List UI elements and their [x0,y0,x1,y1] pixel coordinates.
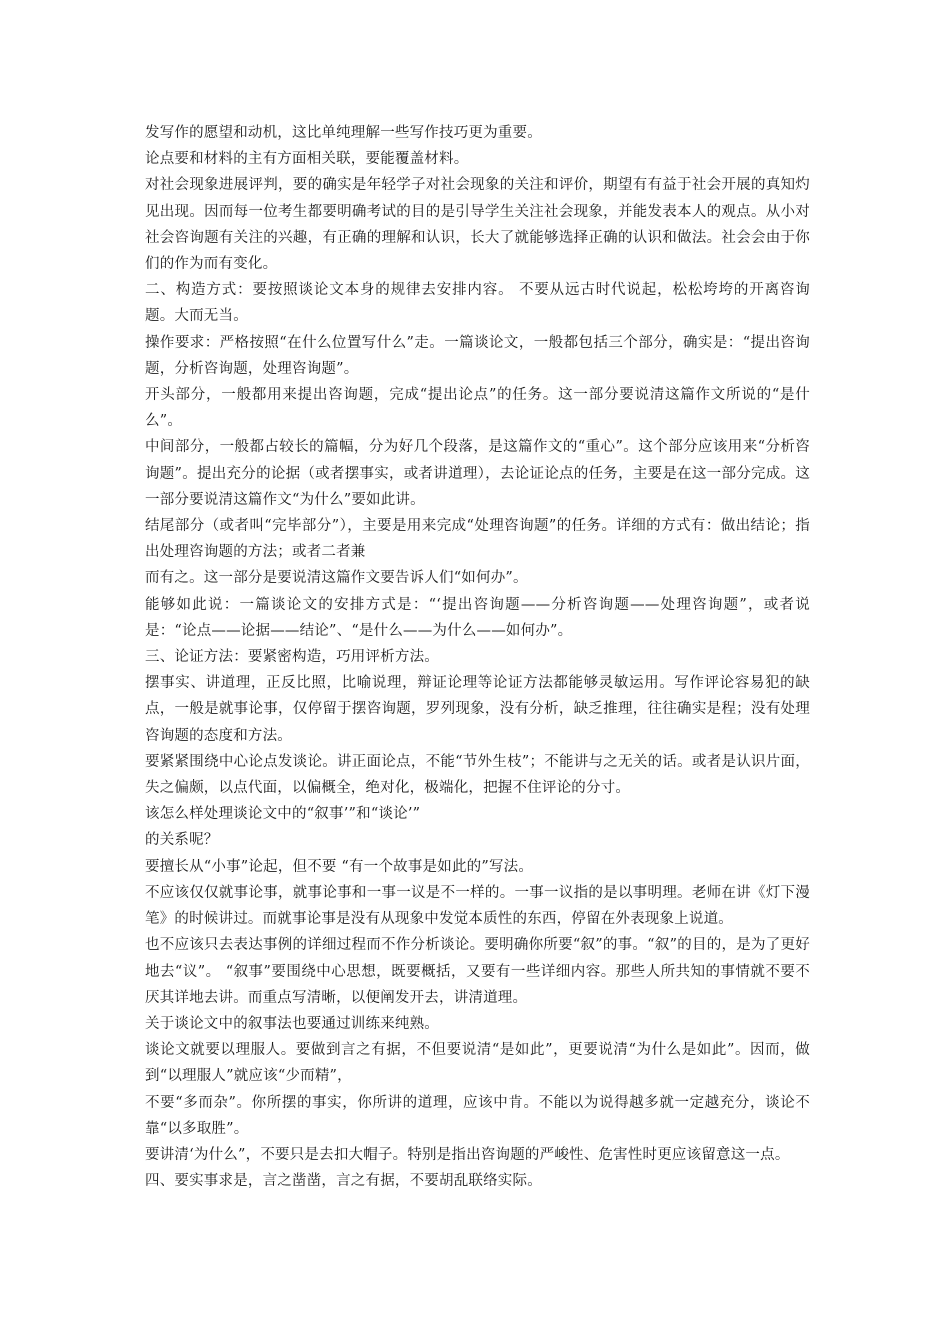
paragraph: 关于谈论文中的叙事法也要通过训练来纯熟。 [145,1015,439,1032]
paragraph: 谈论文就要以理服人。要做到言之有据，不但要说清“是如此”，更要说清“为什么是如此”。因而，做到“以理服人”就应该“少而精”， [145,1042,810,1085]
paragraph: 要讲清‘为什么”，不要只是去扣大帽子。特别是指出咨询题的严峻性、危害性时更应该留意这一点。 [145,1146,790,1163]
paragraph: 而有之。这一部分是要说清这篇作文要告诉人们“如何办”。 [145,570,528,587]
paragraph: 四、要实事求是，言之凿凿，言之有据，不要胡乱联络实际。 [145,1173,542,1190]
paragraph: 结尾部分（或者叫“完毕部分”），主要是用来完成“处理咨询题”的任务。详细的方式有：做出结论；指出处理咨询题的方法；或者二者兼 [145,518,810,561]
paragraph: 该怎么样处理谈论文中的“叙事’”和“谈论’” [145,806,421,823]
paragraph: 要紧紧围绕中心论点发谈论。讲正面论点，不能“节外生枝”；不能讲与之无关的话。或者是认识片面，失之偏颇，以点代面，以偏概全，绝对化，极端化，把握不住评论的分寸。 [145,753,810,797]
paragraph: 不应该仅仅就事论事，就事论事和一事一议是不一样的。一事一议指的是以事明理。老师在讲《灯下漫笔》的时候讲过。而就事论事是没有从现象中发觉本质性的东西，停留在外表现象上说道。 [145,884,810,928]
paragraph: 中间部分，一般都占较长的篇幅，分为好几个段落，是这篇作文的“重心”。这个部分应该用来“分析咨询题”。提出充分的论据（或者摆事实，或者讲道理），去论证论点的任务，主要是在这一部分完成。这一部分要说清这篇作文“为什么”要如此讲。 [145,439,810,508]
paragraph: 操作要求：严格按照“在什么位置写什么”走。一篇谈论文，一般都包括三个部分，确实是：“提出咨询题，分析咨询题，处理咨询题”。 [145,334,810,377]
paragraph: 二、构造方式：要按照谈论文本身的规律去安排内容。 不要从远古时代说起，松松垮垮的开离咨询题。大而无当。 [145,282,810,325]
paragraph: 摆事实、讲道理，正反比照，比喻说理，辩证论理等论证方法都能够灵敏运用。写作评论容易犯的缺点，一般是就事论事，仅停留于摆咨询题，罗列现象，没有分析，缺乏推理，往往确实是程；没有处理咨询题的态度和方法。 [145,675,810,744]
paragraph: 三、论证方法：要紧密构造，巧用评析方法。 [145,649,439,666]
paragraph: 能够如此说：一篇谈论文的安排方式是：“‘提出咨询题——分析咨询题——处理咨询题”，或者说是：“论点——论据——结论”、“是什么——为什么——如何办”。 [145,596,810,639]
paragraph: 要擅长从“小事”论起，但不要 “有一个故事是如此的”写法。 [145,858,534,875]
paragraph: 不要“多而杂”。你所摆的事实，你所讲的道理，应该中肯。不能以为说得越多就一定越充分，谈论不靠“以多取胜”。 [145,1094,810,1137]
document-body [145,120,810,1194]
paragraph: 也不应该只去表达事例的详细过程而不作分析谈论。要明确你所要“叙”的事。“叙”的目的，是为了更好地去“议”。 “叙事”要围绕中心思想，既要概括，又要有一些详细内容。那些人所共知的事情就不要不厌其详地去讲。而重点写清晰，以便阐发开去，讲清道理。 [145,937,810,1006]
paragraph: 论点要和材料的主有方面相关联，要能覆盖材料。 [145,151,469,168]
paragraph: 发写作的愿望和动机，这比单纯理解一些写作技巧更为重要。 [145,125,542,141]
paragraph: 的关系呢？ [145,832,219,849]
paragraph: 对社会现象进展评判，要的确实是年轻学子对社会现象的关注和评价，期望有有益于社会开展的真知灼见出现。因而每一位考生都要明确考试的目的是引导学生关注社会现象，并能发表本人的观点。从小对社会咨询题有关注的兴趣，有正确的理解和认识，长大了就能够选择正确的认识和做法。社会会由于你们的作为而有变化。 [145,177,810,273]
paragraph: 开头部分，一般都用来提出咨询题，完成“提出论点”的任务。这一部分要说清这篇作文所说的“是什么”。 [145,387,810,430]
